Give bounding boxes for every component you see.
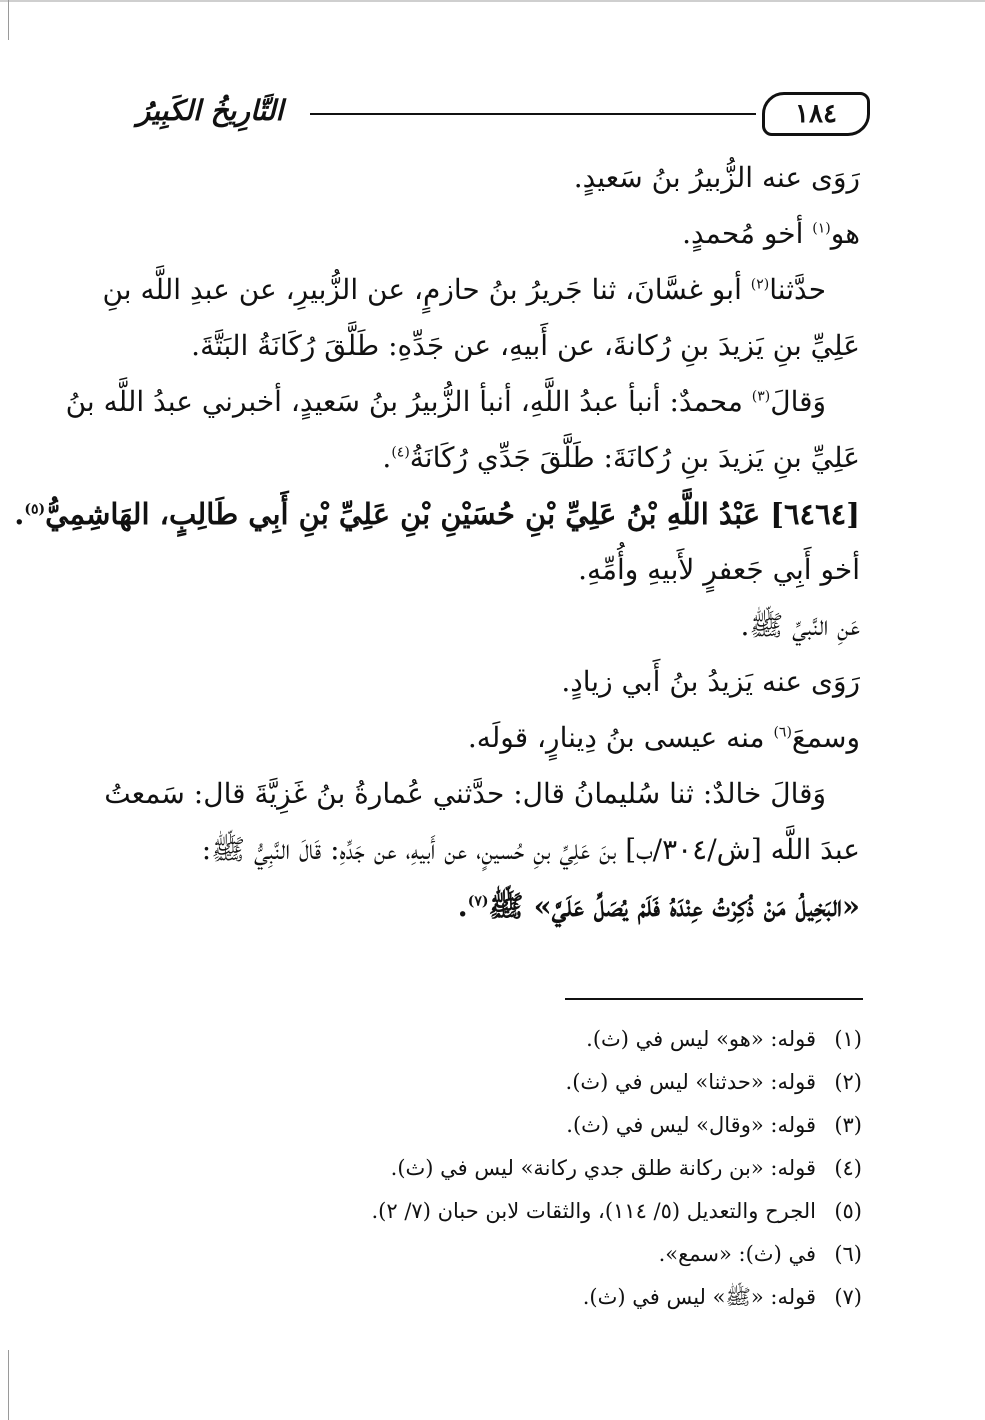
page-header [120, 92, 870, 140]
text-line-main: عَنِ النَّبيِّ ﷺ. [740, 609, 860, 642]
footnotes [200, 1018, 862, 1319]
main-text [14, 150, 860, 934]
footnote-marker: (٣) [751, 388, 771, 405]
text-line-rest: محمدٌ: أنبأ عبدُ اللَّهِ، أنبأ الزُّبيرُ بنُ سَعيدٍ، أخبرني عبدُ اللَّه بنُ [65, 385, 752, 418]
footnote-marker: (٧) [467, 893, 489, 910]
text-line [65, 374, 860, 430]
footnote-separator [565, 998, 863, 1000]
footnote-text: الجرح والتعديل (٥/ ١١٤)، والثقات لابن حبان (٧/ ٢). [371, 1199, 816, 1223]
footnote-number: (٦) [834, 1242, 862, 1266]
footnote-item [200, 1104, 862, 1147]
footnote-text: قوله: «ﷺ» ليس في (ث). [582, 1285, 816, 1309]
footnote-item [200, 1276, 862, 1319]
text-line [130, 430, 860, 486]
text-line-main: وسمعَ [791, 721, 860, 754]
text-line [102, 262, 860, 318]
footnote-number: (١) [834, 1027, 862, 1051]
scan-edge-left [8, 0, 9, 40]
footnote-number: (٣) [834, 1113, 862, 1137]
footnote-item [200, 1147, 862, 1190]
text-line-main: رَوَى عنه يَزيدُ بنُ أَبي زيادٍ. [561, 665, 860, 698]
footnote-text: في (ث): «سمع». [658, 1242, 816, 1266]
text-line-rest: أبو غسَّانَ، ثنا جَريرُ بنُ حازمٍ، عن الزُّبيرِ، عن عبدِ اللَّه بنِ [102, 273, 751, 306]
footnote-item [200, 1018, 862, 1061]
text-line-main: عَلِيِّ بنِ يَزيدَ بنِ رُكانَةَ: طَلَّقَ جَدِّي رُكَانَةُ [409, 441, 860, 474]
header-rule [310, 113, 756, 115]
text-line-main: [٦٤٦٤] عَبْدُ اللَّهِ بْنُ عَلِيِّ بْنِ حُسَيْنِ بْنِ عَلِيِّ بْنِ أَبِي طَالِبٍ، الهَاشِمِيُّ [45, 497, 860, 531]
footnote-marker: (٦) [773, 724, 792, 741]
page-number: ١٨٤ [762, 92, 870, 136]
text-line-rest: منه عيسى بنُ دِينارٍ، قولَه. [467, 721, 774, 754]
footnote-number: (٥) [834, 1199, 862, 1223]
footnote-text: قوله: «هو» ليس في (ث). [586, 1027, 816, 1051]
footnote-number: (٤) [834, 1156, 862, 1180]
footnote-text: قوله: «وقال» ليس في (ث). [566, 1113, 816, 1137]
footnote-number: (٧) [834, 1285, 862, 1309]
text-line-main: حدَّثنا [769, 273, 826, 306]
text-line-main: أخو أَبِي جَعفرٍ لأَبيهِ وأُمِّهِ. [578, 553, 860, 586]
text-line-main: عَلِيِّ بنِ يَزيدَ بنِ رُكانةَ، عن أَبيهِ، عن جَدِّهِ: طَلَّقَ رُكَانَةُ البَتَّةَ. [191, 329, 860, 362]
text-line-main: عبدَ اللَّه [ش/٣٠٤/ب] بنَ عَلِيِّ بنِ حُسينٍ، عن أَبيهِ، عن جَدِّهِ: قَالَ النَّبِيُّ ﷺ: [201, 833, 860, 866]
text-line-main: رَوَى عنه الزُّبيرُ بنُ سَعيدٍ. [573, 161, 860, 194]
text-line [130, 878, 860, 934]
text-line [130, 150, 860, 206]
text-line [130, 206, 860, 262]
footnote-marker: (٤) [391, 444, 410, 461]
text-line [130, 598, 860, 654]
footnote-number: (٢) [834, 1070, 862, 1094]
text-line [130, 654, 860, 710]
text-line-rest: . [382, 441, 392, 474]
text-line-main: وَقالَ [770, 385, 826, 418]
footnote-item [200, 1061, 862, 1104]
text-line-main: «البَخِيلُ مَنْ ذُكِرْتُ عِنْدَهُ فَلَمْ يُصَلِّ عَلَيَّ» ﷺ [488, 889, 860, 923]
footnote-marker: (١) [812, 220, 831, 237]
text-line [104, 766, 860, 822]
footnote-marker: (٢) [750, 276, 770, 293]
scan-edge-left-bottom [8, 1350, 9, 1420]
book-title: التَّارِيخُ الكَبِيرُ [136, 94, 284, 127]
footnote-text: قوله: «حدثنا» ليس في (ث). [565, 1070, 816, 1094]
text-line-rest: أخو مُحمدٍ. [682, 217, 813, 250]
text-line [14, 486, 860, 542]
text-line [130, 318, 860, 374]
footnote-item [200, 1190, 862, 1233]
text-line-main: هو [830, 217, 860, 250]
text-line-rest: . [14, 497, 25, 531]
scan-edge-top [0, 0, 985, 2]
footnote-item [200, 1233, 862, 1276]
text-line [130, 542, 860, 598]
text-line-main: وَقالَ خالدٌ: ثنا سُليمانُ قال: حدَّثني عُمارةُ بنُ غَزِيَّةَ قال: سَمعتُ [104, 777, 826, 810]
footnote-marker: (٥) [24, 501, 46, 518]
text-line [130, 710, 860, 766]
footnote-text: قوله: «بن ركانة طلق جدي ركانة» ليس في (ث). [390, 1156, 816, 1180]
text-line-rest: . [457, 889, 468, 923]
text-line [130, 822, 860, 878]
